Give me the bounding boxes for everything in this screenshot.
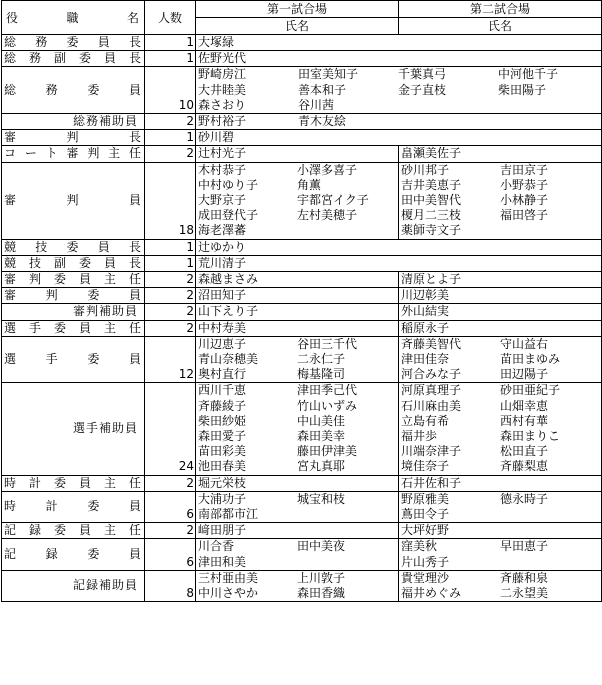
person-name: 大浦功子 (198, 491, 247, 506)
person-name: 木村恭子 (198, 162, 247, 177)
table-row (2, 51, 602, 67)
person-name: 砂田亜紀子 (500, 383, 561, 398)
person-name: 早田恵子 (500, 539, 549, 554)
table-row (2, 67, 602, 114)
person-name: 薬師寺文子 (401, 223, 462, 238)
person-name: 青木友絵 (298, 114, 347, 128)
person-name: 清原とよ子 (401, 272, 462, 287)
role-name: 審判委員主任 (2, 272, 145, 288)
person-name: 谷川茜 (298, 97, 335, 112)
role-name: 選手委員 (2, 336, 145, 383)
venue2-names (399, 304, 602, 320)
role-name: 総務副委員長 (2, 51, 145, 67)
role-name: 記録委員 (2, 539, 145, 570)
name-line (401, 383, 599, 398)
person-name: 青山奈穂美 (198, 352, 259, 367)
person-name: 佐野光代 (198, 51, 247, 66)
person-name: 福井歩 (401, 428, 438, 443)
name-line (198, 352, 396, 367)
name-line (401, 523, 599, 538)
person-name: 奥村直行 (198, 367, 247, 382)
person-name: 河合みな子 (401, 367, 462, 382)
head-count: 12 (145, 336, 196, 383)
person-name: 苗田彩美 (198, 444, 247, 459)
name-line (198, 208, 396, 223)
person-name: 德永時子 (500, 491, 549, 506)
name-line (401, 163, 599, 178)
venue1-names (196, 239, 602, 255)
person-name: 山畑幸恵 (500, 398, 549, 413)
person-name: 森越まさみ (198, 272, 259, 287)
venue2-names (399, 320, 602, 336)
table-row (2, 255, 602, 271)
venue2-names (399, 523, 602, 539)
venue2-names (399, 570, 602, 601)
header-count: 人数 (145, 1, 196, 35)
name-line (198, 492, 396, 507)
head-count: 2 (145, 320, 196, 336)
name-line (401, 367, 599, 382)
person-name: 森さおり (198, 97, 247, 112)
venue1-names (196, 570, 399, 601)
person-name: 竹山いずみ (297, 398, 358, 413)
table-row (2, 383, 602, 475)
person-name: 梅基隆司 (297, 367, 346, 382)
role-name: 競技副委員長 (2, 255, 145, 271)
name-line (198, 83, 599, 98)
person-name: 大塚緑 (198, 35, 235, 49)
name-line (401, 193, 599, 208)
name-line (198, 193, 396, 208)
table-row (2, 288, 602, 304)
person-name: 大井睦美 (198, 82, 247, 97)
person-name: 砂川碧 (198, 130, 235, 145)
venue1-names (196, 67, 602, 114)
head-count: 8 (145, 570, 196, 601)
person-name: 二永望美 (500, 585, 549, 600)
table-row (2, 272, 602, 288)
person-name: 辻村光子 (198, 146, 247, 161)
person-name: 榎月二三枝 (401, 208, 462, 223)
person-name: 西川千恵 (198, 383, 247, 398)
table-row (2, 336, 602, 383)
venue1-names (196, 35, 602, 51)
person-name: 野崎房江 (198, 67, 247, 82)
role-name: 総務委員長 (2, 35, 145, 51)
venue1-names (196, 336, 399, 383)
name-line (401, 571, 599, 586)
person-name: 小澤多喜子 (297, 162, 358, 177)
person-name: 川合香 (198, 539, 235, 554)
person-name: 外山結実 (401, 304, 450, 319)
venue2-names (399, 383, 602, 475)
name-line (198, 321, 396, 336)
person-name: 境佳奈子 (401, 459, 450, 474)
person-name: 松田直子 (500, 444, 549, 459)
head-count: 1 (145, 51, 196, 67)
venue1-names (196, 130, 602, 146)
name-line (198, 459, 396, 474)
table-row (2, 114, 602, 130)
name-line (198, 476, 396, 491)
role-name: 記録補助員 (2, 570, 145, 601)
venue1-names (196, 114, 602, 130)
name-line (198, 539, 396, 554)
header-venue1: 第一試合場 (196, 1, 399, 18)
venue1-names (196, 255, 602, 271)
person-name: 左村美穂子 (297, 208, 358, 223)
header-name2: 氏名 (399, 18, 602, 35)
person-name: 森田まりこ (500, 428, 561, 443)
role-name: 総務委員 (2, 67, 145, 114)
head-count: 2 (145, 523, 196, 539)
person-name: 角薫 (297, 177, 322, 192)
head-count: 2 (145, 304, 196, 320)
person-name: 森田美幸 (297, 428, 346, 443)
head-count: 1 (145, 35, 196, 51)
name-line (198, 178, 396, 193)
name-line (198, 507, 396, 522)
name-line (401, 414, 599, 429)
person-name: 畠瀬美佐子 (401, 146, 462, 161)
head-count: 1 (145, 130, 196, 146)
person-name: 森田香織 (297, 585, 346, 600)
person-name: 砂川邦子 (401, 162, 450, 177)
person-name: 南部都市江 (198, 507, 259, 521)
name-line (198, 51, 599, 66)
venue2-names (399, 146, 602, 162)
person-name: 森田愛子 (198, 428, 247, 443)
person-name: 藤田伊津美 (297, 444, 358, 459)
table-row (2, 523, 602, 539)
person-name: 千葉真弓 (398, 67, 447, 82)
name-line (198, 256, 599, 271)
person-name: 柴田陽子 (498, 82, 547, 97)
name-line (198, 146, 396, 161)
person-name: 成田登代子 (198, 208, 259, 223)
head-count: 6 (145, 539, 196, 570)
table-row (2, 162, 602, 239)
name-line (401, 208, 599, 223)
person-name: 中川さやか (198, 585, 259, 600)
person-name: 田中美智代 (401, 192, 462, 207)
person-name: 貴堂理沙 (401, 570, 450, 585)
head-count: 6 (145, 491, 196, 522)
name-line (401, 459, 599, 474)
person-name: 津田季己代 (297, 383, 358, 398)
head-count: 2 (145, 272, 196, 288)
name-line (198, 523, 396, 538)
person-name: 二永仁子 (297, 352, 346, 367)
person-name: 柴田紗姫 (198, 413, 247, 428)
name-line (198, 223, 396, 238)
header-venue2: 第二試合場 (399, 1, 602, 18)
table-row (2, 146, 602, 162)
role-name: 選手委員主任 (2, 320, 145, 336)
header-name1: 氏名 (196, 18, 399, 35)
staff-table (1, 0, 602, 602)
role-name: 時計委員 (2, 491, 145, 522)
name-line (401, 352, 599, 367)
person-name: 斉藤和泉 (500, 570, 549, 585)
role-name: 時計委員主任 (2, 475, 145, 491)
name-line (401, 337, 599, 352)
person-name: 守山益右 (500, 336, 549, 351)
person-name: 石井佐和子 (401, 475, 462, 490)
venue1-names (196, 320, 399, 336)
head-count: 10 (145, 67, 196, 114)
venue2-names (399, 162, 602, 239)
head-count: 2 (145, 146, 196, 162)
name-line (198, 429, 396, 444)
venue1-names (196, 51, 602, 67)
person-name: 福井めぐみ (401, 585, 462, 600)
name-line (198, 304, 396, 319)
person-name: 城宝和枝 (297, 491, 346, 506)
person-name: 荒川清子 (198, 255, 247, 270)
person-name: 川端奈津子 (401, 444, 462, 459)
person-name: 中村ゆり子 (198, 177, 259, 192)
person-name: 石川麻由美 (401, 398, 462, 413)
name-line (401, 146, 599, 161)
person-name: 片山秀子 (401, 554, 450, 569)
person-name: 立島有希 (401, 413, 450, 428)
venue1-names (196, 304, 399, 320)
table-row (2, 304, 602, 320)
person-name: 吉井美恵子 (401, 177, 462, 192)
name-line (198, 98, 599, 113)
head-count: 18 (145, 162, 196, 239)
person-name: 斉藤梨恵 (500, 459, 549, 474)
role-name: 審判長 (2, 130, 145, 146)
table-row (2, 130, 602, 146)
person-name: 善本和子 (298, 82, 347, 97)
person-name: 﨑田朋子 (198, 523, 247, 538)
person-name: 斉藤綾子 (198, 398, 247, 413)
venue2-names (399, 491, 602, 522)
person-name: 海老澤蕃 (198, 223, 247, 238)
name-line (198, 163, 396, 178)
person-name: 中山美佳 (297, 413, 346, 428)
person-name: 斉藤美智代 (401, 336, 462, 351)
name-line (198, 399, 396, 414)
person-name: 堀元栄枝 (198, 475, 247, 490)
role-name: 審判員 (2, 162, 145, 239)
role-name: コート審判主任 (2, 146, 145, 162)
person-name: 谷田三千代 (297, 336, 358, 351)
person-name: 中河他千子 (498, 67, 559, 82)
name-line (401, 444, 599, 459)
head-count: 24 (145, 383, 196, 475)
name-line (198, 337, 396, 352)
name-line (401, 539, 599, 554)
person-name: 池田春美 (198, 459, 247, 474)
person-name: 野原雅美 (401, 491, 450, 506)
name-line (401, 288, 599, 303)
person-name: 小林静子 (500, 192, 549, 207)
name-line (401, 321, 599, 336)
table-row (2, 35, 602, 51)
venue1-names (196, 383, 399, 475)
person-name: 上川敦子 (297, 570, 346, 585)
venue2-names (399, 336, 602, 383)
name-line (198, 67, 599, 82)
head-count: 1 (145, 239, 196, 255)
name-line (401, 223, 599, 238)
name-line (401, 555, 599, 570)
name-line (198, 571, 396, 586)
name-line (401, 586, 599, 601)
name-line (198, 35, 599, 50)
person-name: 苗田まゆみ (500, 352, 561, 367)
venue1-names (196, 523, 399, 539)
person-name: 大野京子 (198, 192, 247, 207)
name-line (198, 586, 396, 601)
table-row (2, 570, 602, 601)
person-name: 宮丸真耶 (297, 459, 346, 474)
name-line (401, 429, 599, 444)
table-row (2, 475, 602, 491)
header-role: 役 職 名 (2, 1, 145, 35)
person-name: 津田佳奈 (401, 352, 450, 367)
person-name: 田室美知子 (298, 67, 359, 82)
person-name: 西村有華 (500, 413, 549, 428)
venue1-names (196, 162, 399, 239)
person-name: 辻ゆかり (198, 239, 247, 254)
role-name: 記録委員主任 (2, 523, 145, 539)
name-line (401, 507, 599, 522)
person-name: 大坪好野 (401, 523, 450, 538)
venue1-names (196, 539, 399, 570)
venue1-names (196, 288, 399, 304)
person-name: 中村寿美 (198, 320, 247, 335)
name-line (401, 272, 599, 287)
venue2-names (399, 539, 602, 570)
person-name: 川辺彰美 (401, 288, 450, 303)
name-line (198, 272, 396, 287)
name-line (198, 240, 599, 255)
role-name: 総務補助員 (2, 114, 145, 130)
person-name: 小野恭子 (500, 177, 549, 192)
head-count: 2 (145, 475, 196, 491)
person-name: 沼田知子 (198, 288, 247, 303)
venue1-names (196, 272, 399, 288)
table-row (2, 539, 602, 570)
person-name: 津田和美 (198, 554, 247, 569)
person-name: 福田啓子 (500, 208, 549, 223)
name-line (401, 492, 599, 507)
role-name: 審判補助員 (2, 304, 145, 320)
name-line (198, 288, 396, 303)
person-name: 田辺陽子 (500, 367, 549, 382)
head-count: 1 (145, 255, 196, 271)
table-row (2, 320, 602, 336)
venue1-names (196, 475, 399, 491)
name-line (198, 383, 396, 398)
table-row (2, 239, 602, 255)
role-name: 競技委員長 (2, 239, 145, 255)
person-name: 山下えり子 (198, 304, 259, 319)
person-name: 野村裕子 (198, 114, 247, 128)
name-line (198, 130, 599, 145)
person-name: 田中美夜 (297, 539, 346, 554)
person-name: 宇都宮イク子 (297, 192, 369, 207)
name-line (198, 444, 396, 459)
name-line (198, 114, 599, 129)
name-line (401, 178, 599, 193)
person-name: 稲原永子 (401, 320, 450, 335)
person-name: 蔦田令子 (401, 507, 450, 521)
person-name: 金子直枝 (398, 82, 447, 97)
role-name: 審判委員 (2, 288, 145, 304)
head-count: 2 (145, 288, 196, 304)
name-line (401, 476, 599, 491)
person-name: 川辺恵子 (198, 336, 247, 351)
venue1-names (196, 491, 399, 522)
name-line (401, 399, 599, 414)
venue2-names (399, 475, 602, 491)
name-line (198, 367, 396, 382)
venue2-names (399, 272, 602, 288)
person-name: 吉田京子 (500, 162, 549, 177)
name-line (401, 304, 599, 319)
person-name: 河原真理子 (401, 383, 462, 398)
table-row (2, 491, 602, 522)
name-line (198, 555, 396, 570)
venue1-names (196, 146, 399, 162)
venue2-names (399, 288, 602, 304)
name-line (198, 414, 396, 429)
person-name: 窪美秋 (401, 539, 438, 554)
head-count: 2 (145, 114, 196, 130)
role-name: 選手補助員 (2, 383, 145, 475)
person-name: 三村亜由美 (198, 570, 259, 585)
